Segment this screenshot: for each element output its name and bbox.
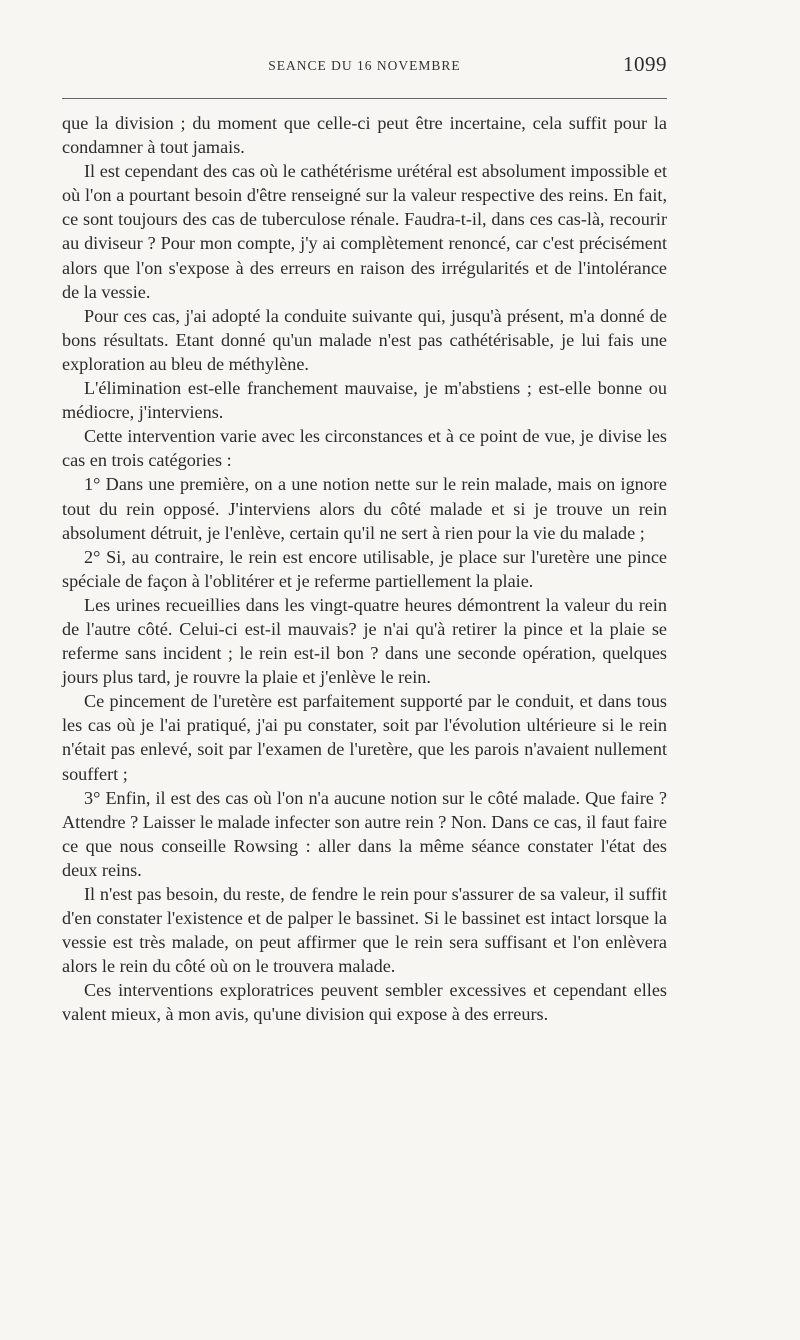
running-head: SEANCE DU 16 NOVEMBRE: [268, 58, 461, 73]
paragraph-9: Ce pincement de l'uretère est parfaitement supporté par le conduit, et dans tous les cas où je l'ai pratiqué, j'ai pu constater, soit par l'évolution ultérieure si le rein n'était pas enlevé, soit par l'examen de l'uretère, que les parois n'avaient nullement souffert ;: [62, 691, 667, 784]
paragraph-10: 3° Enfin, il est des cas où l'on n'a aucune notion sur le côté malade. Que faire ? Attendre ? Laisser le malade infecter son autre rein ? Non. Dans ce cas, il faut faire ce que nous conseille Rowsing : aller dans la même séance constater l'état des deux reins.: [62, 787, 667, 880]
paragraph-2: Il est cependant des cas où le cathétérisme urétéral est absolument impossible et où l'on a pourtant besoin d'être renseigné sur la valeur respective des reins. En fait, ce sont toujours des cas de tuberculose rénale. Faudra-t-il, dans ces cas-là, recourir au diviseur ? Pour mon compte, j'y ai complètement renoncé, car c'est précisément alors que l'on s'expose à des erreurs en raison des irrégularités et de l'intolérance de la vessie.: [62, 161, 667, 302]
paragraph-7: 2° Si, au contraire, le rein est encore utilisable, je place sur l'uretère une pince spéciale de façon à l'oblitérer et je referme partiellement la plaie.: [62, 546, 667, 591]
paragraph-8: Les urines recueillies dans les vingt-quatre heures démontrent la valeur du rein de l'autre côté. Celui-ci est-il mauvais? je n'ai qu'à retirer la pince et la plaie se referme sans incident ; le rein est-il bon ? dans une seconde opération, quelques jours plus tard, je rouvre la plaie et j'enlève le rein.: [62, 594, 667, 688]
paragraph-5: Cette intervention varie avec les circonstances et à ce point de vue, je divise les cas en trois catégories :: [62, 426, 667, 471]
paragraph-11: Il n'est pas besoin, du reste, de fendre le rein pour s'assurer de sa valeur, il suffit d'en constater l'existence et de palper le bassinet. Si le bassinet est intact lorsque la vessie est très malade, on peut affirmer que le rein sera suffisant et l'on enlèvera alors le rein du côté où on le trouvera malade.: [62, 884, 667, 977]
paragraph-12: Ces interventions exploratrices peuvent sembler excessives et cependant elles valent mieux, à mon avis, qu'une division qui expose à des erreurs.: [62, 980, 667, 1025]
body-text: [62, 111, 667, 1027]
paragraph-3: Pour ces cas, j'ai adopté la conduite suivante qui, jusqu'à présent, m'a donné de bons résultats. Etant donné qu'un malade n'est pas cathétérisable, je lui fais une exploration au bleu de méthylène.: [62, 305, 667, 374]
paragraph-4: L'élimination est-elle franchement mauvaise, je m'abstiens ; est-elle bonne ou médiocre, j'interviens.: [62, 378, 667, 423]
page-number: 1099: [623, 52, 667, 76]
header-rule: [62, 98, 667, 99]
page-header: [62, 52, 667, 82]
paragraph-6: 1° Dans une première, on a une notion nette sur le rein malade, mais on ignore tout du rein opposé. J'interviens alors du côté malade et si je trouve un rein absolument détruit, je l'enlève, certain qu'il ne sert à rien pour la vie du malade ;: [62, 474, 667, 543]
paragraph-1: que la division ; du moment que celle-ci peut être incertaine, cela suffit pour la condamner à tout jamais.: [62, 113, 667, 158]
